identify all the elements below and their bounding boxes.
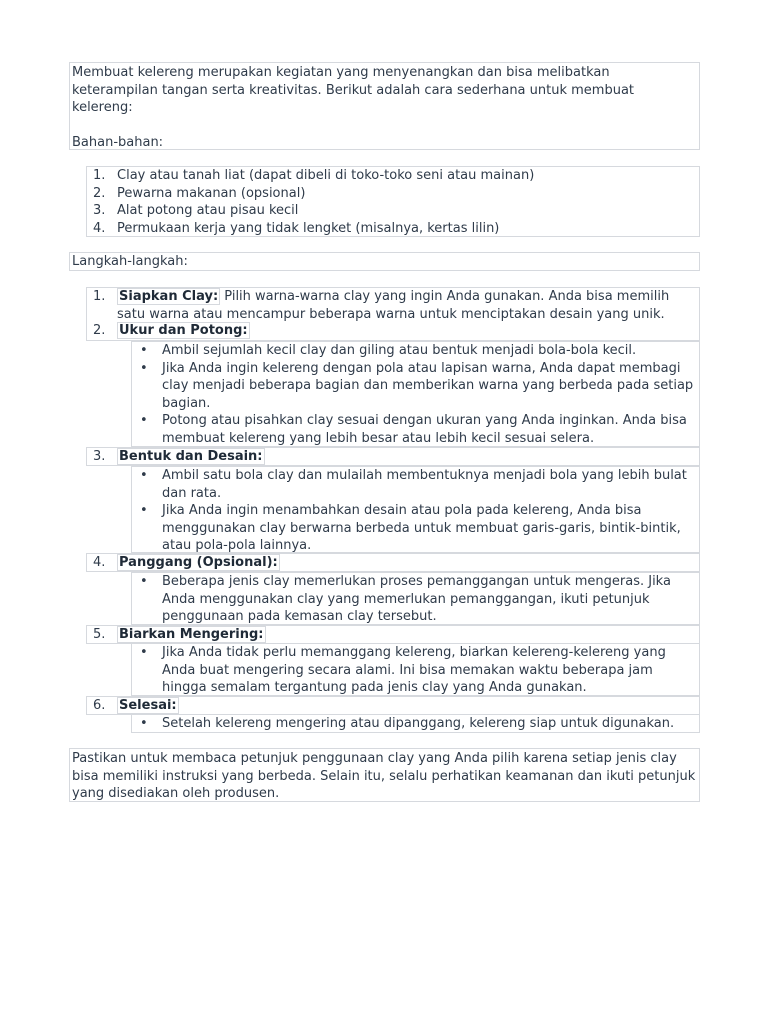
step-title: Panggang (Opsional):: [119, 555, 278, 570]
list-item: • Jika Anda ingin menambahkan desain atau pola pada kelereng, Anda bisa menggunakan clay berwarna berbeda untuk membuat garis-garis, bintik-bintik, atau pola-pola lainnya.: [132, 502, 699, 555]
list-number: 3.: [93, 203, 106, 219]
closing-box: [69, 748, 700, 802]
list-number: 4.: [93, 220, 106, 236]
step-2-bullets: [131, 341, 700, 447]
list-text: Permukaan kerja yang tidak lengket (misalnya, kertas lilin): [117, 220, 500, 236]
step-number: 4.: [93, 555, 106, 570]
step-title: Ukur dan Potong:: [119, 323, 248, 338]
step-number: 1.: [93, 289, 106, 304]
step-5-bullets: [131, 643, 700, 696]
list-text: Clay atau tanah liat (dapat dibeli di toko-toko seni atau mainan): [117, 168, 535, 183]
list-item: [87, 185, 699, 203]
step-3-bullets: [131, 466, 700, 553]
intro-paragraph: Membuat kelereng merupakan kegiatan yang menyenangkan dan bisa melibatkan keterampilan tangan serta kreativitas. Berikut adalah cara sederhana untuk membuat kelereng:: [72, 65, 635, 116]
list-number: 2.: [93, 185, 106, 201]
list-item: • Jika Anda ingin kelereng dengan pola atau lapisan warna, Anda dapat membagi clay menjadi beberapa bagian dan memberikan warna yang berbeda pada setiap bagian.: [132, 360, 699, 413]
step-row: [87, 288, 699, 323]
list-item: • Setelah kelereng mengering atau dipanggang, kelereng siap untuk digunakan.: [132, 715, 699, 733]
step-row: [87, 697, 699, 715]
step-title: Selesai:: [119, 698, 177, 713]
step-6-bullets: [131, 714, 700, 733]
steps-heading: [69, 252, 700, 271]
list-number: 1.: [93, 168, 106, 183]
list-item: • Ambil satu bola clay dan mulailah membentuknya menjadi bola yang lebih bulat dan rata.: [132, 467, 699, 502]
list-item: [87, 202, 699, 220]
step-4-bullets: [131, 572, 700, 625]
step-4: [86, 553, 700, 572]
materials-heading: Bahan-bahan:: [72, 134, 164, 150]
list-item: • Ambil sejumlah kecil clay dan giling atau bentuk menjadi bola-bola kecil.: [132, 342, 699, 360]
step-title: Siapkan Clay:: [119, 289, 219, 304]
step-text: Pilih warna-warna clay yang ingin Anda gunakan. Anda bisa memilih satu warna atau mencampur beberapa warna untuk menciptakan desain yang unik.: [117, 289, 670, 322]
step-number: 3.: [93, 449, 106, 464]
list-text: Pewarna makanan (opsional): [117, 185, 306, 201]
step-row: [87, 554, 699, 572]
step-3: [86, 447, 700, 466]
step-title: Bentuk dan Desain:: [119, 449, 263, 464]
step-number: 5.: [93, 627, 106, 642]
list-item: • Potong atau pisahkan clay sesuai dengan ukuran yang Anda inginkan. Anda bisa membuat kelereng yang lebih besar atau lebih kecil sesuai selera.: [132, 412, 699, 447]
step-5: [86, 625, 700, 644]
steps-heading-text: Langkah-langkah:: [72, 254, 188, 269]
list-item: • Jika Anda tidak perlu memanggang kelereng, biarkan kelereng-kelereng yang Anda buat mengering secara alami. Ini bisa memakan waktu beberapa jam hingga semalam tergantung pada jenis clay yang Anda gunakan.: [132, 644, 699, 697]
step-row: [87, 448, 699, 466]
step-row: [87, 322, 699, 340]
step-6: [86, 696, 700, 715]
closing-paragraph: Pastikan untuk membaca petunjuk penggunaan clay yang Anda pilih karena setiap jenis clay bisa memiliki instruksi yang berbeda. Selain itu, selalu perhatikan keamanan dan ikuti petunjuk yang disediakan oleh produsen.: [72, 751, 696, 802]
step-title: Biarkan Mengering:: [119, 627, 264, 642]
step-number: 6.: [93, 698, 106, 713]
step-2: [86, 322, 700, 341]
intro-box: [69, 62, 700, 150]
list-text: Alat potong atau pisau kecil: [117, 203, 299, 219]
list-item: • Beberapa jenis clay memerlukan proses pemanggangan untuk mengeras. Jika Anda menggunakan clay yang memerlukan pemanggangan, ikuti petunjuk penggunaan pada kemasan clay tersebut.: [132, 573, 699, 626]
materials-list: [86, 166, 700, 237]
list-item: [87, 167, 699, 185]
step-number: 2.: [93, 323, 106, 338]
list-item: [87, 220, 699, 238]
step-row: [87, 626, 699, 644]
